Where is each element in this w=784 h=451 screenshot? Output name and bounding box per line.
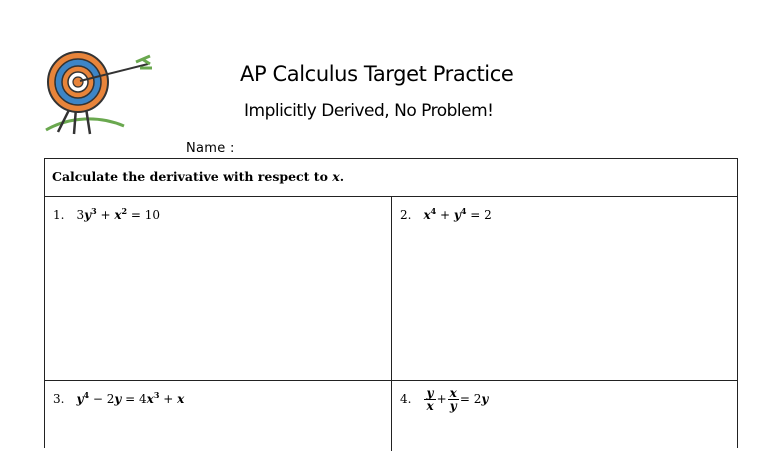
instructions-row: Calculate the derivative with respect to x. [45,159,737,197]
name-label: Name : [186,141,235,156]
problem-cell-1[interactable] [45,197,392,381]
problem-3: 3. $y^4 - 2y = 4x^3 + x$ [53,390,185,406]
worksheet-table [44,158,738,448]
problem-4: 4. $\frac{y}{x}$ + $\frac{x}{y}$ = 2y [400,386,489,413]
page-title: AP Calculus Target Practice [240,62,514,86]
archery-target-icon [40,46,158,138]
problem-2: 2. $x^4 + y^4 = 2$ [400,206,492,222]
problem-cell-2[interactable] [392,197,737,381]
problem-grid [45,197,737,451]
problem-1: 1. $3y^3 + x^2 = 10$ [53,206,161,222]
page-subtitle: Implicitly Derived, No Problem! [244,101,494,121]
